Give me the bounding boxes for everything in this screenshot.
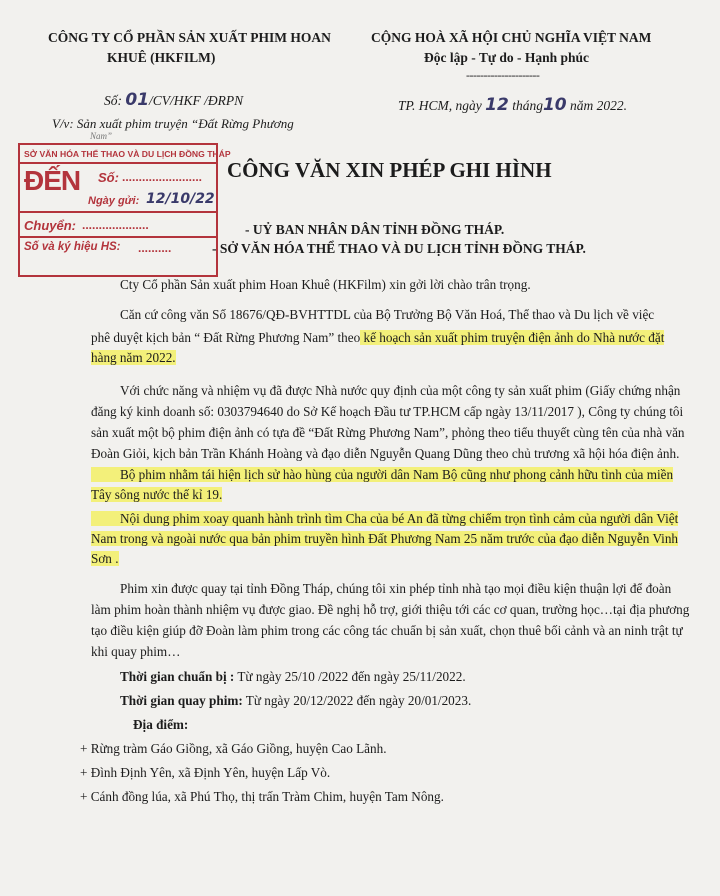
body-line-highlighted: Bộ phim nhằm tái hiện lịch sử hào hùng của người dân Nam Bộ cũng như phong cảnh hữu tình của miền bbox=[91, 468, 673, 481]
body-line-highlighted: Nội dung phim xoay quanh hành trình tìm Cha của bé An đã từng chiếm trọn tình cảm của người dân Việt bbox=[91, 512, 678, 525]
stamp-chuyen-dots: .................... bbox=[82, 218, 149, 232]
stamp-ngay-value: 12/10/22 bbox=[146, 191, 215, 207]
so-label: Số: bbox=[104, 93, 122, 108]
recipient-svhttdl: - SỞ VĂN HÓA THỂ THAO VÀ DU LỊCH TỈNH ĐỒNG THÁP. bbox=[212, 241, 586, 256]
body-line: làm phim hoàn thành nhiệm vụ được giao. Đề nghị hỗ trợ, giới thiệu tới các cơ quan, trường học…tại địa phương bbox=[91, 602, 690, 617]
body-line: Căn cứ công văn Số 18676/QĐ-BVHTTDL của Bộ Trưởng Bộ Văn Hoá, Thể thao và Du lịch về việc bbox=[120, 307, 655, 322]
location-item: + Rừng tràm Gáo Giồng, xã Gáo Giồng, huyện Cao Lãnh. bbox=[80, 741, 387, 756]
prep-time: Thời gian chuẩn bị : Từ ngày 25/10 /2022 đến ngày 25/11/2022. bbox=[120, 669, 466, 684]
date-day: 12 bbox=[485, 95, 509, 115]
document-number bbox=[104, 90, 243, 110]
date-month: 10 bbox=[542, 95, 567, 115]
body-line: Phim xin được quay tại tỉnh Đồng Tháp, chúng tôi xin phép tỉnh nhà tạo mọi điều kiện thuận lợi để đoàn bbox=[120, 581, 672, 596]
stamp-org: SỞ VĂN HÓA THỂ THAO VÀ DU LỊCH ĐỒNG THÁP bbox=[24, 149, 231, 159]
subject-line: V/v: Sản xuất phim truyện “Đất Rừng Phương bbox=[52, 116, 294, 131]
greeting: Cty Cổ phần Sản xuất phim Hoan Khuê (HKFilm) xin gởi lời chào trân trọng. bbox=[120, 277, 531, 292]
so-handwritten: 01 bbox=[125, 90, 150, 110]
body-line-highlighted: Sơn . bbox=[91, 551, 119, 566]
document-title: CÔNG VĂN XIN PHÉP GHI HÌNH bbox=[227, 158, 552, 182]
body-line: khi quay phim… bbox=[91, 644, 181, 659]
stamp-hs-label: Số và ký hiệu HS: bbox=[24, 241, 121, 253]
body-line: phê duyệt kịch bản “ Đất Rừng Phương Nam” theo kế hoạch sản xuất phim truyện điện ảnh do Nhà nước đặt bbox=[91, 330, 665, 345]
highlight: hàng năm 2022. bbox=[91, 350, 176, 365]
nation-title: CỘNG HOÀ XÃ HỘI CHỦ NGHĨA VIỆT NAM bbox=[371, 30, 652, 45]
company-name-line2: KHUÊ (HKFILM) bbox=[107, 50, 216, 65]
stamp-so-label: Số: bbox=[98, 170, 119, 185]
company-name-line1: CÔNG TY CỔ PHẦN SẢN XUẤT PHIM HOAN bbox=[48, 30, 331, 45]
stamp-ngay-label: Ngày gửi: bbox=[88, 195, 140, 207]
subject-line-cont: Nam” bbox=[90, 131, 113, 141]
location-label: Địa điểm: bbox=[133, 717, 189, 732]
body-line-highlighted: Tây sông nước thế kỉ 19. bbox=[91, 487, 223, 502]
body-line: Đoàn Giỏi, kịch bản Trần Khánh Hoàng và đạo diễn Nguyễn Quang Dũng theo chủ trương xã hội hóa điện ảnh. bbox=[91, 446, 680, 461]
body-line: đăng ký kinh doanh số: 0303794640 do Sở Kế hoạch Đầu tư TP.HCM cấp ngày 13/11/2017 ), Công ty chúng tôi bbox=[91, 404, 684, 419]
body-line: tạo điều kiện giúp đỡ Đoàn làm phim trong các công tác chuẩn bị sản xuất, chọn thuê bối cảnh và an ninh trật tự bbox=[91, 623, 683, 638]
date-prefix: TP. HCM, ngày bbox=[398, 98, 482, 113]
date-mid: tháng bbox=[512, 98, 543, 113]
recipient-ubnd: - UỶ BAN NHÂN DÂN TỈNH ĐỒNG THÁP. bbox=[245, 222, 505, 237]
body-line-highlighted: Nam trong và ngoài nước qua bản phim truyền hình Đất Phương Nam 25 năm trước của đạo diễn Nguyễn Vinh bbox=[91, 531, 679, 546]
document-date bbox=[398, 95, 627, 115]
so-suffix: /CV/HKF /ĐRPN bbox=[149, 93, 244, 108]
stamp-so-dots: ........................ bbox=[122, 170, 203, 184]
location-item: + Đình Định Yên, xã Định Yên, huyện Lấp Vò. bbox=[80, 765, 331, 780]
stamp-hs-dots: .......... bbox=[138, 241, 172, 255]
shoot-time: Thời gian quay phim: Từ ngày 20/12/2022 đến ngày 20/01/2023. bbox=[120, 693, 472, 708]
body-line: sản xuất một bộ phim điện ảnh có tựa đề “Đất Rừng Phương Nam”, phỏng theo tiểu thuyết cùng tên của nhà văn bbox=[91, 425, 685, 440]
location-item: + Cánh đồng lúa, xã Phú Thọ, thị trấn Tràm Chim, huyện Tam Nông. bbox=[80, 789, 444, 804]
body-line: Với chức năng và nhiệm vụ đã được Nhà nước quy định của một công ty sản xuất phim (Giấy chứng nhận bbox=[120, 383, 681, 398]
nation-motto: Độc lập - Tự do - Hạnh phúc bbox=[424, 50, 590, 65]
received-stamp bbox=[18, 143, 231, 277]
motto-divider: --------------------- bbox=[466, 68, 540, 82]
date-suffix: năm 2022. bbox=[570, 98, 627, 113]
stamp-den: ĐẾN bbox=[24, 165, 81, 196]
body-line bbox=[91, 351, 176, 364]
highlight: kế hoạch sản xuất phim truyện điện ảnh do Nhà nước đặt bbox=[360, 330, 665, 345]
stamp-chuyen-label: Chuyển: bbox=[24, 218, 76, 233]
